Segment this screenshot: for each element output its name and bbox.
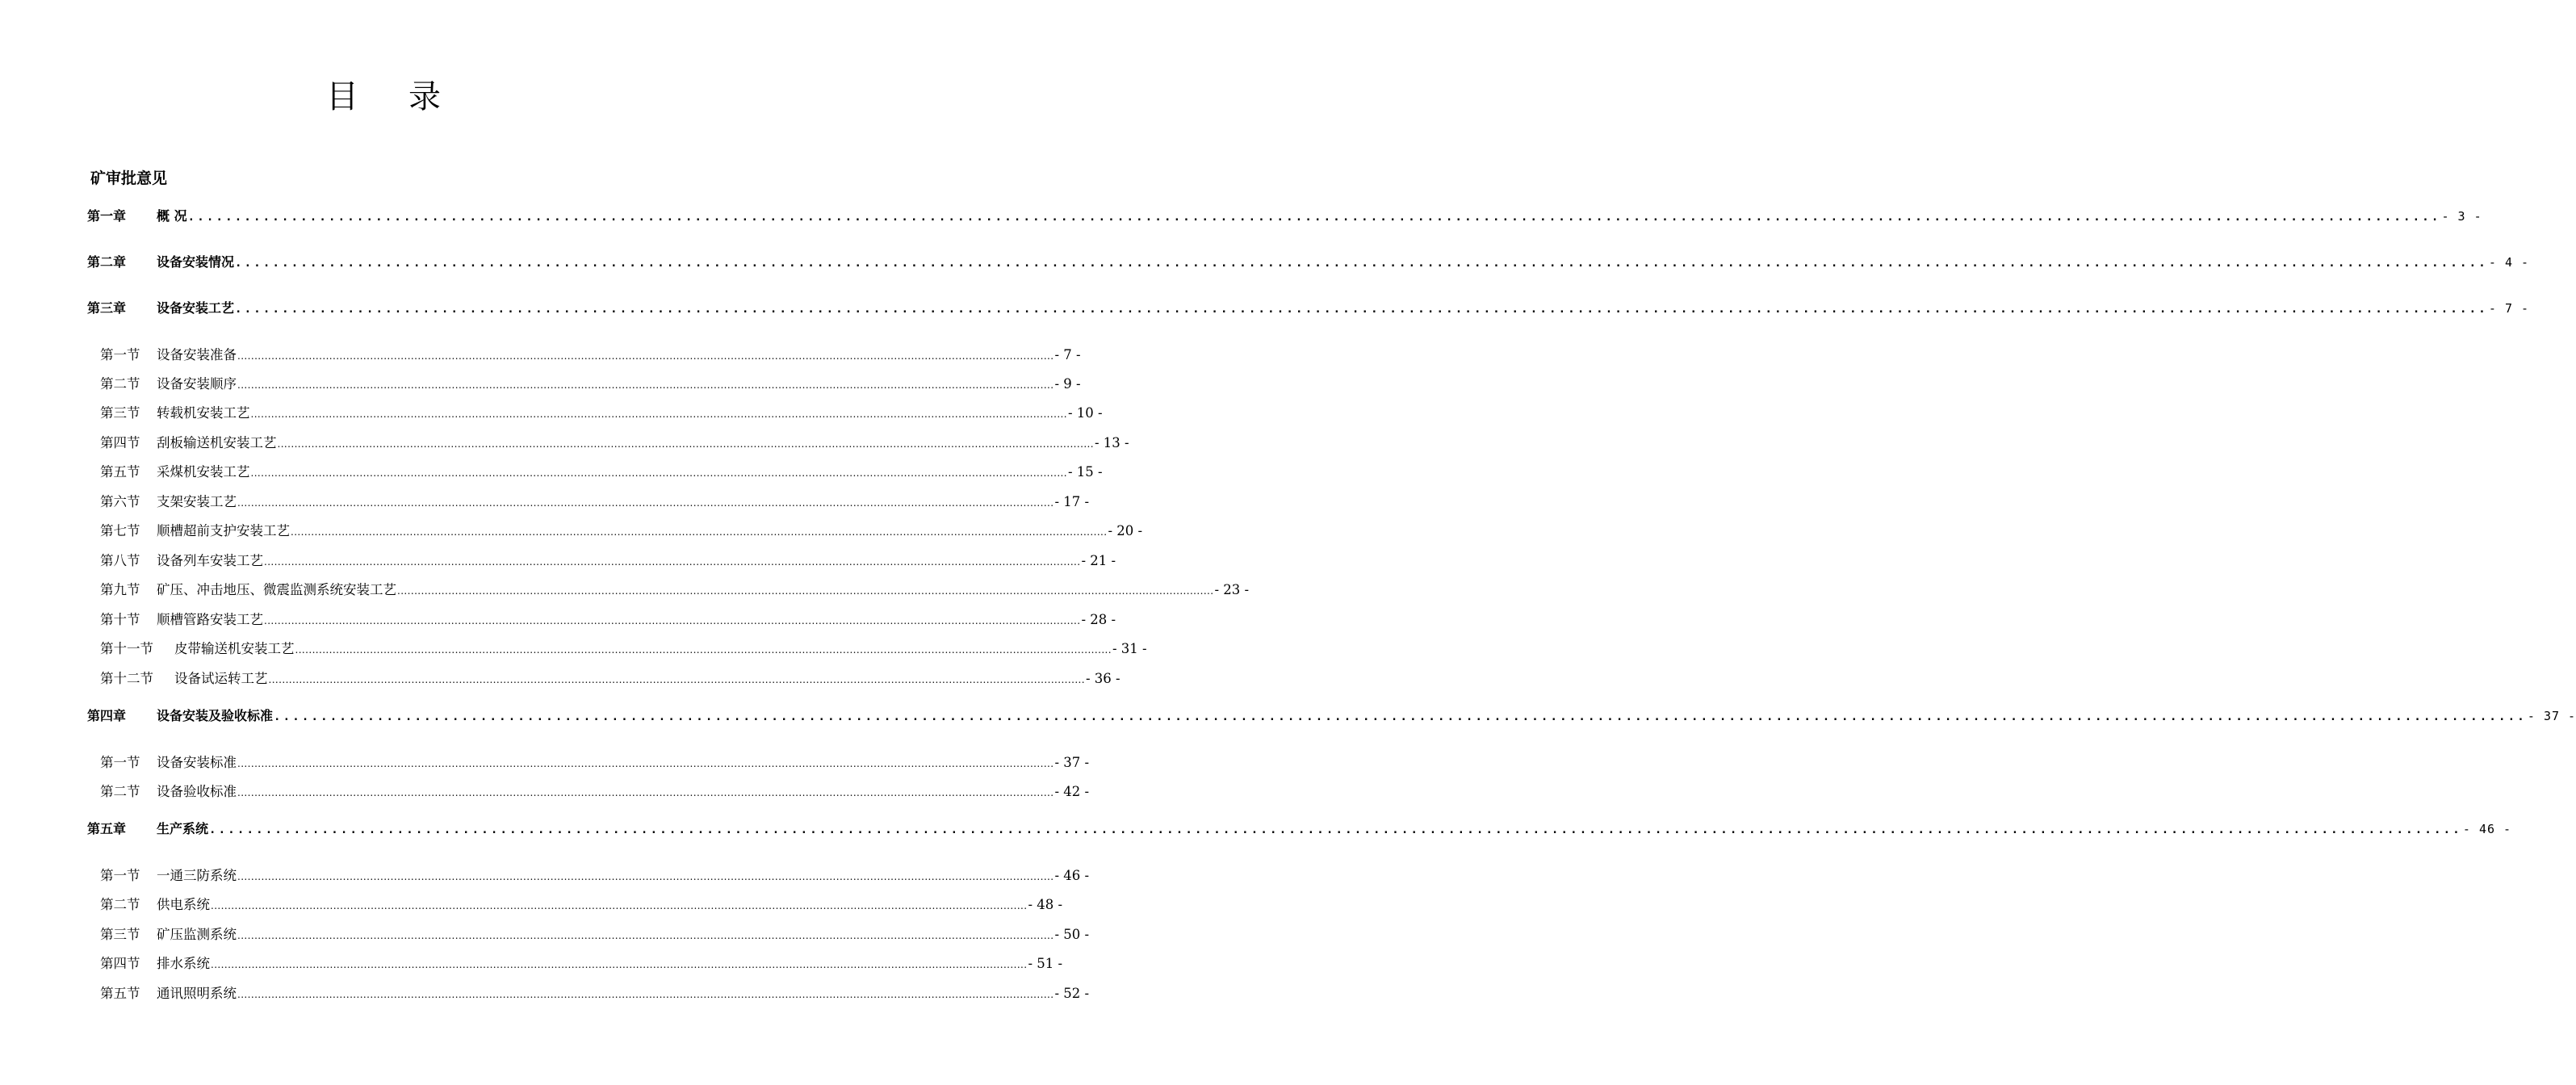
toc-section-title: 刮板输送机安装工艺 <box>157 435 277 450</box>
toc-section-3-7[interactable] <box>100 520 1143 539</box>
toc-section-5-2[interactable] <box>100 894 1063 913</box>
toc-leader-dots: ................................................................................................................................................................................................................................................ <box>235 257 2488 270</box>
toc-chapter-2[interactable] <box>87 252 2530 270</box>
toc-section-3-6[interactable] <box>100 491 1090 510</box>
toc-page-number: - 36 - <box>1085 671 1120 686</box>
toc-chapter-title: 概 况 <box>157 208 187 224</box>
toc-section-title: 设备安装标准 <box>157 755 237 770</box>
toc-section-number: 第二节 <box>100 376 140 392</box>
toc-leader-dots: ................................................................................................................................................................................................................................................ <box>291 526 1108 538</box>
toc-section-number: 第三节 <box>100 405 140 421</box>
toc-page-number: - 13 - <box>1094 435 1129 450</box>
toc-section-title: 设备验收标准 <box>157 784 237 799</box>
toc-page-number: - 15 - <box>1067 464 1103 480</box>
toc-leader-dots: ................................................................................................................................................................................................................................................ <box>277 438 1094 450</box>
toc-leader-dots: ................................................................................................................................................................................................................................................ <box>237 379 1054 391</box>
toc-leader-dots: ................................................................................................................................................................................................................................................ <box>237 871 1054 882</box>
toc-section-number: 第六节 <box>100 494 140 509</box>
toc-section-title: 通讯照明系统 <box>157 986 237 1001</box>
toc-section-3-4[interactable] <box>100 432 1129 451</box>
toc-section-number: 第十二节 <box>100 671 153 686</box>
toc-chapter-number: 第三章 <box>87 300 127 316</box>
toc-section-number: 第十一节 <box>100 641 153 656</box>
toc-leader-dots: ................................................................................................................................................................................................................................................ <box>264 556 1081 568</box>
toc-section-3-12[interactable] <box>100 668 1120 687</box>
toc-chapter-title: 设备安装及验收标准 <box>157 708 274 723</box>
toc-section-5-1[interactable] <box>100 865 1090 884</box>
toc-page-number: - 17 - <box>1054 494 1090 509</box>
toc-section-5-3[interactable] <box>100 924 1090 943</box>
toc-section-3-11[interactable] <box>100 638 1147 657</box>
toc-page-number: - 23 - <box>1214 582 1250 597</box>
toc-leader-dots: ................................................................................................................................................................................................................................................ <box>237 758 1054 769</box>
toc-section-title: 排水系统 <box>157 956 210 971</box>
toc-section-title: 设备试运转工艺 <box>174 671 268 686</box>
toc-section-5-4[interactable] <box>100 953 1063 972</box>
toc-chapter-3[interactable] <box>87 298 2530 316</box>
toc-section-number: 第一节 <box>100 868 140 883</box>
toc-page-number: - 7 - <box>1054 347 1081 362</box>
toc-leader-dots: ................................................................................................................................................................................................................................................ <box>268 674 1085 685</box>
toc-section-number: 第二节 <box>100 784 140 799</box>
toc-page-number: - 10 - <box>1067 405 1103 421</box>
toc-leader-dots: ................................................................................................................................................................................................................................................ <box>209 823 2462 836</box>
toc-section-title: 采煤机安装工艺 <box>157 464 250 480</box>
toc-section-number: 第二节 <box>100 897 140 912</box>
toc-chapter-number: 第四章 <box>87 708 127 723</box>
toc-section-number: 第九节 <box>100 582 140 597</box>
toc-page-number: - 20 - <box>1108 523 1143 538</box>
toc-leader-dots: ................................................................................................................................................................................................................................................ <box>250 408 1067 420</box>
toc-chapter-number: 第一章 <box>87 208 127 224</box>
toc-page-number: - 37 - <box>1054 755 1090 770</box>
toc-section-title: 设备列车安装工艺 <box>157 553 263 568</box>
toc-chapter-title: 设备安装工艺 <box>157 300 235 316</box>
toc-page-number: - 52 - <box>1054 986 1090 1001</box>
toc-leader-dots: ................................................................................................................................................................................................................................................ <box>397 585 1214 597</box>
toc-section-3-2[interactable] <box>100 373 1081 392</box>
toc-section-number: 第一节 <box>100 755 140 770</box>
toc-section-4-1[interactable] <box>100 752 1090 771</box>
toc-chapter-1[interactable] <box>87 206 2482 224</box>
toc-leader-dots: ................................................................................................................................................................................................................................................ <box>250 467 1067 479</box>
toc-page-number: - 4 - <box>2488 255 2530 270</box>
toc-section-title: 顺槽超前支护安装工艺 <box>157 523 290 538</box>
toc-chapter-title: 生产系统 <box>157 821 209 836</box>
toc-leader-dots: ................................................................................................................................................................................................................................................ <box>237 930 1054 941</box>
toc-section-number: 第八节 <box>100 553 140 568</box>
toc-section-title: 设备安装顺序 <box>157 376 237 392</box>
toc-page-number: - 51 - <box>1028 956 1063 971</box>
page-title <box>0 71 767 117</box>
toc-leader-dots: ................................................................................................................................................................................................................................................ <box>237 989 1054 1000</box>
toc-page-number: - 37 - <box>2527 709 2576 723</box>
toc-section-number: 第一节 <box>100 347 140 362</box>
toc-section-title: 一通三防系统 <box>157 868 237 883</box>
toc-page-number: - 9 - <box>1054 376 1081 392</box>
toc-section-title: 供电系统 <box>157 897 210 912</box>
toc-leader-dots: ................................................................................................................................................................................................................................................ <box>211 900 1028 911</box>
toc-page-number: - 21 - <box>1081 553 1116 568</box>
toc-section-title: 支架安装工艺 <box>157 494 237 509</box>
toc-section-title: 矿压监测系统 <box>157 927 237 942</box>
approval-heading: 矿审批意见 <box>90 170 168 187</box>
toc-section-title: 皮带输送机安装工艺 <box>174 641 295 656</box>
toc-leader-dots: ................................................................................................................................................................................................................................................ <box>237 497 1054 509</box>
toc-leader-dots: ................................................................................................................................................................................................................................................ <box>274 710 2527 723</box>
toc-page-number: - 31 - <box>1112 641 1147 656</box>
toc-section-number: 第五节 <box>100 464 140 480</box>
toc-section-3-1[interactable] <box>100 344 1081 363</box>
toc-chapter-title: 设备安装情况 <box>157 254 235 270</box>
toc-section-4-2[interactable] <box>100 781 1090 800</box>
toc-chapter-5[interactable] <box>87 819 2512 837</box>
toc-leader-dots: ................................................................................................................................................................................................................................................ <box>187 211 2441 224</box>
toc-section-title: 顺槽管路安装工艺 <box>157 612 263 627</box>
toc-section-number: 第三节 <box>100 927 140 942</box>
toc-page-number: - 50 - <box>1054 927 1090 942</box>
toc-section-title: 矿压、冲击地压、微震监测系统安装工艺 <box>157 582 396 597</box>
toc-page-number: - 3 - <box>2441 209 2482 224</box>
toc-section-5-5[interactable] <box>100 982 1090 1002</box>
toc-section-3-8[interactable] <box>100 550 1116 569</box>
page-title-char-1: 目 <box>326 78 358 115</box>
toc-section-3-9[interactable] <box>100 579 1250 598</box>
toc-page-number: - 42 - <box>1054 784 1090 799</box>
toc-leader-dots: ................................................................................................................................................................................................................................................ <box>295 644 1112 656</box>
toc-section-title: 设备安装准备 <box>157 347 237 362</box>
toc-leader-dots: ................................................................................................................................................................................................................................................ <box>211 959 1028 970</box>
page-title-char-2: 录 <box>408 78 441 115</box>
toc-page-number: - 28 - <box>1081 612 1116 627</box>
toc-section-number: 第四节 <box>100 956 140 971</box>
toc-page-number: - 48 - <box>1028 897 1063 912</box>
toc-page-number: - 46 - <box>2462 822 2512 836</box>
toc-section-3-3[interactable] <box>100 402 1103 421</box>
toc-chapter-4[interactable] <box>87 706 2576 724</box>
toc-section-3-10[interactable] <box>100 609 1116 628</box>
toc-section-number: 第十节 <box>100 612 140 627</box>
toc-section-3-5[interactable] <box>100 461 1103 480</box>
toc-leader-dots: ................................................................................................................................................................................................................................................ <box>264 615 1081 626</box>
toc-page-number: - 7 - <box>2488 301 2530 316</box>
toc-section-title: 转载机安装工艺 <box>157 405 250 421</box>
toc-page-number: - 46 - <box>1054 868 1090 883</box>
toc-section-number: 第四节 <box>100 435 140 450</box>
toc-leader-dots: ................................................................................................................................................................................................................................................ <box>235 303 2488 316</box>
toc-section-number: 第五节 <box>100 986 140 1001</box>
toc-chapter-number: 第五章 <box>87 821 127 836</box>
toc-chapter-number: 第二章 <box>87 254 127 270</box>
toc-leader-dots: ................................................................................................................................................................................................................................................ <box>237 787 1054 798</box>
toc-leader-dots: ................................................................................................................................................................................................................................................ <box>237 350 1054 362</box>
toc-section-number: 第七节 <box>100 523 140 538</box>
